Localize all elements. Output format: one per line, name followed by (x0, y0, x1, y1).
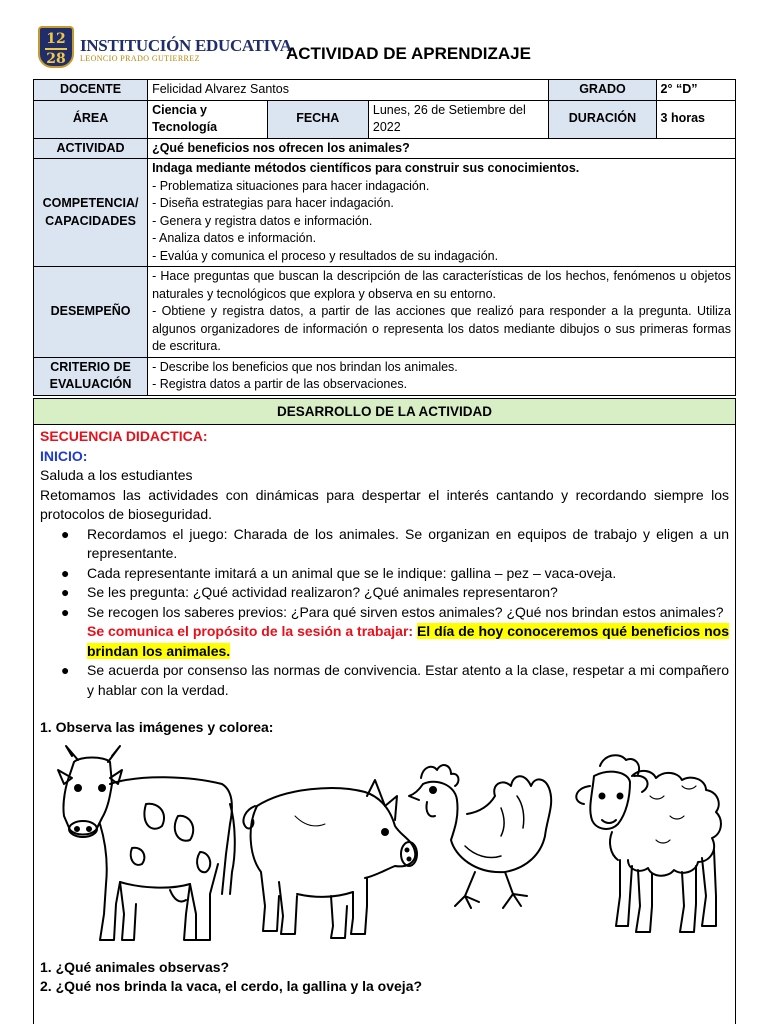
inicio-bullet-list (40, 525, 729, 623)
capacidad-item: - Analiza datos e información. (152, 231, 317, 245)
development-heading: DESARROLLO DE LA ACTIVIDAD (34, 399, 735, 425)
retomamos-text: Retomamos las actividades con dinámicas para despertar el interés cantando y recordando siempre los protocolos de bioseguridad. (40, 486, 729, 522)
development-section (33, 398, 736, 1024)
bullet-icon: ● (61, 564, 70, 581)
criterio-label: CRITERIO DE EVALUACIÓN (34, 357, 148, 395)
competencia-label: COMPETENCIA/ CAPACIDADES (34, 159, 148, 267)
cow-drawing (50, 744, 240, 949)
hen-drawing (405, 756, 565, 931)
capacidad-item: - Genera y registra datos e información. (152, 213, 373, 228)
logo-number-top: 12 (46, 31, 66, 47)
competencia-title: Indaga mediante métodos científicos para construir sus conocimientos. (152, 161, 580, 175)
criterio-cell (148, 357, 736, 395)
proposito-text: El día de hoy conoceremos qué beneficios nos brindan los animales. (87, 623, 729, 659)
duracion-label: DURACIÓN (549, 100, 656, 138)
competencia-cell (148, 159, 736, 267)
school-name: INSTITUCIÓN EDUCATIVA (80, 36, 292, 55)
desempeno-cell (148, 267, 736, 358)
actividad-value: ¿Qué beneficios nos ofrecen los animales? (148, 138, 736, 159)
desempeno-item: - Hace preguntas que buscan la descripción de las características de los hechos, fenómenos u objetos naturales y tecnológicos que explora y observa en su entorno. (152, 269, 731, 301)
area-label: ÁREA (34, 100, 148, 138)
list-item: ● Cada representante imitará a un animal que se le indique: gallina – pez – vaca-oveja. (40, 564, 729, 584)
docente-label: DOCENTE (34, 80, 148, 101)
docente-value: Felicidad Alvarez Santos (148, 80, 549, 101)
bullet-icon: ● (61, 662, 70, 678)
pig-drawing (235, 766, 425, 941)
activity-info-table (33, 79, 736, 396)
list-item: ● Recordamos el juego: Charada de los animales. Se organizan en equipos de trabajo y eligen a un representante. (61, 525, 729, 561)
school-crest-icon (38, 26, 74, 68)
school-subname: LEONCIO PRADO GUTIERREZ (80, 54, 200, 63)
animal-images (40, 744, 729, 954)
criterio-item: - Registra datos a partir de las observaciones. (152, 377, 408, 391)
fecha-label: FECHA (267, 100, 368, 138)
inicio-heading: INICIO: (40, 447, 88, 464)
list-item: ● Se acuerda por consenso las normas de convivencia. Estar atento a la clase, respetar a mi compañero y hablar con la verdad. (61, 662, 729, 698)
desempeno-item: - Obtiene y registra datos, a partir de las acciones que realizó para responder a la pregunta. Utiliza algunos organizadores de información o representa los datos mediante dibujos o sus primeras formas de escritura. (152, 304, 731, 353)
capacidad-item: - Problematiza situaciones para hacer indagación. (152, 178, 430, 193)
document-title: ACTIVIDAD DE APRENDIZAJE (286, 44, 531, 63)
document-header (38, 26, 738, 70)
secuencia-heading: SECUENCIA DIDACTICA: (40, 428, 208, 444)
school-logo (38, 26, 292, 70)
actividad-label: ACTIVIDAD (34, 138, 148, 159)
criterio-item: - Describe los beneficios que nos brindan los animales. (152, 359, 458, 374)
normas-bullet-list (40, 661, 729, 700)
question-2: 2. ¿Qué nos brinda la vaca, el cerdo, la gallina y la oveja? (40, 978, 423, 994)
duracion-value: 3 horas (656, 100, 735, 138)
bullet-icon: ● (61, 603, 70, 620)
desempeno-label: DESEMPEÑO (34, 267, 148, 358)
fecha-value: Lunes, 26 de Setiembre del 2022 (368, 100, 549, 138)
capacidad-item: - Evalúa y comunica el proceso y resultados de su indagación. (152, 248, 499, 263)
proposito-label: Se comunica el propósito de la sesión a trabajar: (87, 623, 414, 639)
grado-label: GRADO (549, 80, 656, 101)
capacidad-item: - Diseña estrategias para hacer indagación. (152, 196, 394, 210)
list-item: ● Se les pregunta: ¿Qué actividad realizaron? ¿Qué animales representaron? (40, 583, 729, 603)
saluda-text: Saluda a los estudiantes (40, 467, 193, 483)
proposito-paragraph (40, 622, 729, 661)
bullet-icon: ● (61, 584, 70, 600)
bullet-icon: ● (61, 525, 70, 542)
observa-instruction: 1. Observa las imágenes y colorea: (40, 719, 274, 735)
grado-value: 2° “D” (656, 80, 735, 101)
logo-number-bottom: 28 (46, 51, 66, 67)
area-value: Ciencia y Tecnología (148, 100, 268, 138)
list-item: ● Se recogen los saberes previos: ¿Para qué sirven estos animales? ¿Qué nos brindan estos animales? (40, 603, 729, 623)
question-1: 1. ¿Qué animales observas? (40, 958, 230, 975)
sheep-drawing (570, 746, 735, 946)
